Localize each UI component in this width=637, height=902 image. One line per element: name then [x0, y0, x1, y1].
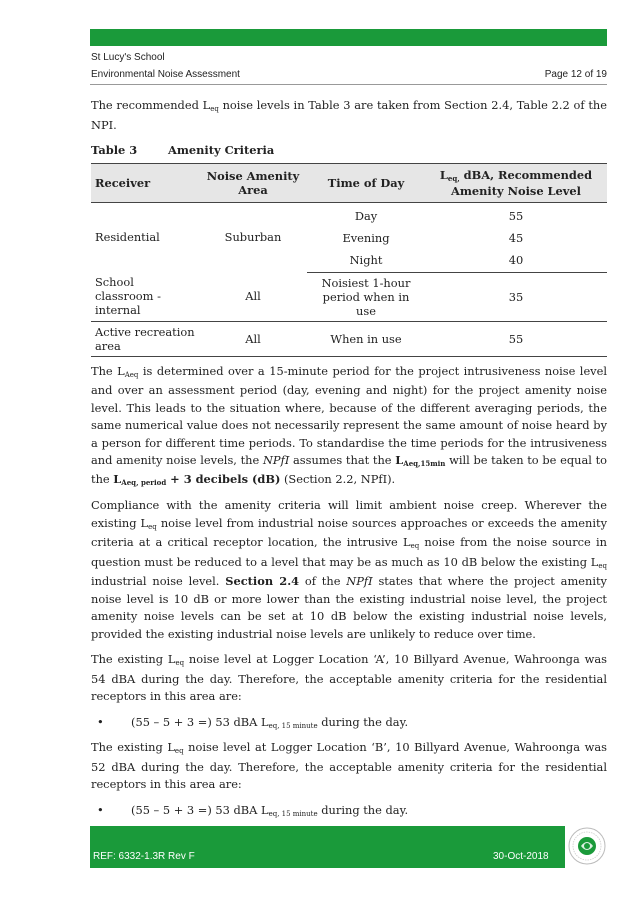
compliance-paragraph: Compliance with the amenity criteria will limit ambient noise creep. Wherever the existing $L_{eq}$ noise level from industrial noise sources approaches or exceeds the amenity criteria at a critical receptor location, the intrusive $L_{eq}$ noise from the noise source in question must be reduced to a level that may be as much as 10 dB below the existing $L_{eq}$ industrial noise level. Section 2.4 of the NPfI states that where the project amenity noise level is 10 dB or more lower than the existing industrial noise level, the project amenity noise levels can be set at 10 dB below the existing industrial noise levels, provided the existing industrial noise levels are unlikely to reduce over time. — [91, 498, 608, 641]
cell-time: Evening — [342, 230, 390, 245]
list-item: • (55 – 5 + 3 =) 53 dBA $L_{eq, 15 minute}$ during the day. — [97, 714, 409, 730]
cell-receiver: School classroom - internal — [91, 272, 199, 321]
cell-time: Day — [354, 208, 378, 223]
company-logo-icon — [567, 826, 607, 866]
cell-level: 55 — [508, 208, 524, 223]
school-name: St Lucy's School — [91, 52, 165, 63]
table-row — [91, 202, 607, 226]
table-row — [91, 272, 607, 321]
cell-level: 55 — [425, 321, 607, 356]
table-caption — [91, 142, 607, 160]
col-receiver: Receiver — [91, 163, 199, 202]
logger-b-list — [91, 802, 607, 822]
col-level: $L_{eq,}$ dBA, Recommended Amenity Noise Level — [425, 163, 607, 202]
cell-level: 45 — [508, 230, 524, 245]
cell-area: All — [199, 272, 307, 321]
page-content — [91, 97, 607, 827]
cell-time: Noisiest 1-hour period when in use — [307, 272, 425, 321]
logger-b-paragraph: The existing $L_{eq}$ noise level at Logger Location ‘B’, 10 Billyard Avenue, Wahroonga was 52 dBA during the day. Therefore, the acceptable amenity criteria for the residential receptors in this area are: — [91, 740, 607, 791]
header-green-bar — [90, 29, 607, 46]
report-title: Environmental Noise Assessment — [91, 69, 240, 80]
table-number: Table 3 — [91, 143, 138, 157]
amenity-criteria-table — [91, 163, 607, 357]
logger-a-paragraph: The existing $L_{eq}$ noise level at Logger Location ‘A’, 10 Billyard Avenue, Wahroonga was 54 dBA during the day. Therefore, the acceptable amenity criteria for the residential receptors in this area are: — [91, 652, 607, 703]
cell-time: When in use — [307, 321, 425, 356]
bullet-icon: • — [97, 714, 104, 729]
cell-level: 40 — [425, 250, 607, 273]
table-row — [91, 321, 607, 356]
table-title: Amenity Criteria — [168, 143, 275, 157]
cell-receiver: Residential — [95, 230, 160, 245]
logger-a-list — [91, 714, 607, 734]
cell-level: 35 — [425, 272, 607, 321]
cell-area: Suburban — [224, 230, 282, 245]
report-reference: REF: 6332-1.3R Rev F — [93, 851, 195, 862]
col-area: Noise Amenity Area — [199, 163, 307, 202]
cell-time: Night — [307, 250, 425, 273]
col-time: Time of Day — [307, 163, 425, 202]
laeq-paragraph: The $L_{Aeq}$ is determined over a 15-minute period for the project intrusiveness noise level and over an assessment period (day, evening and night) for the project amenity noise level. This leads to the situation where, because of the different averaging periods, the same numerical value does not necessarily represent the same amount of noise heard by a person for different time periods. To standardise the time periods for the intrusiveness and amenity noise levels, the NPfI assumes that the $L_{Aeq,15min}$ will be taken to be equal to the $L_{Aeq, period} + 3$ decibels (dB) (Section 2.2, NPfI). — [91, 363, 608, 487]
cell-receiver: Active recreation area — [91, 321, 199, 356]
intro-paragraph: The recommended $L_{eq}$ noise levels in Table 3 are taken from Section 2.4, Table 2.2 of the NPI. — [91, 98, 607, 132]
header-rule — [90, 84, 607, 85]
report-date: 30-Oct-2018 — [493, 851, 549, 862]
page-number: Page 12 of 19 — [544, 69, 607, 80]
list-item: • (55 – 5 + 3 =) 53 dBA $L_{eq, 15 minute}$ during the day. — [97, 802, 409, 818]
cell-area: All — [199, 321, 307, 356]
bullet-icon: • — [97, 802, 104, 817]
